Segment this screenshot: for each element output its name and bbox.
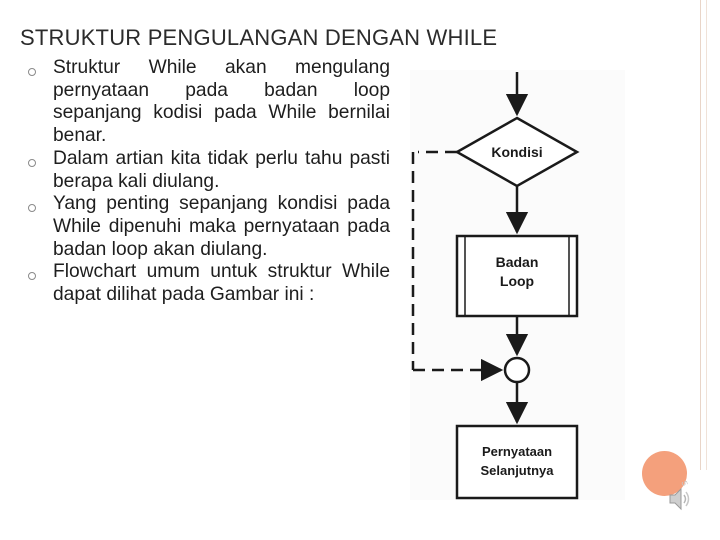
loop-body-label: Loop xyxy=(499,273,535,289)
next-statement-label: Pernyataan xyxy=(481,444,553,459)
speaker-icon[interactable] xyxy=(668,486,692,512)
bullet-item xyxy=(26,193,390,261)
while-flowchart xyxy=(410,70,625,500)
connector-circle xyxy=(505,358,529,382)
condition-label: Kondisi xyxy=(491,144,543,160)
hollow-circle-bullet-icon xyxy=(28,159,36,167)
bullet-item xyxy=(26,261,390,306)
next-statement-box xyxy=(457,426,577,498)
bullet-item xyxy=(26,148,390,193)
loop-body-label: Badan xyxy=(495,254,539,270)
bullet-text: Struktur While akan mengulang pernyataan pada badan loop sepanjang kodisi pada While bernilai benar. xyxy=(53,57,390,147)
page-number: 5 xyxy=(679,480,690,488)
hollow-circle-bullet-icon xyxy=(28,68,36,76)
bullet-text: Dalam artian kita tidak perlu tahu pasti berapa kali diulang. xyxy=(53,147,390,192)
hollow-circle-bullet-icon xyxy=(28,272,36,280)
bullet-text: Yang penting sepanjang kondisi pada While dipenuhi maka pernyataan pada badan loop akan diulang. xyxy=(53,193,390,260)
hollow-circle-bullet-icon xyxy=(28,204,36,212)
bullet-item xyxy=(26,57,390,148)
next-statement-label: Selanjutnya xyxy=(480,463,554,478)
decorative-rule xyxy=(700,0,701,470)
decorative-rule xyxy=(706,0,707,470)
bullet-list xyxy=(26,57,390,307)
bullet-text: Flowchart umum untuk struktur While dapat dilihat pada Gambar ini : xyxy=(53,261,390,306)
slide-title: STRUKTUR PENGULANGAN DENGAN WHILE xyxy=(20,25,498,50)
